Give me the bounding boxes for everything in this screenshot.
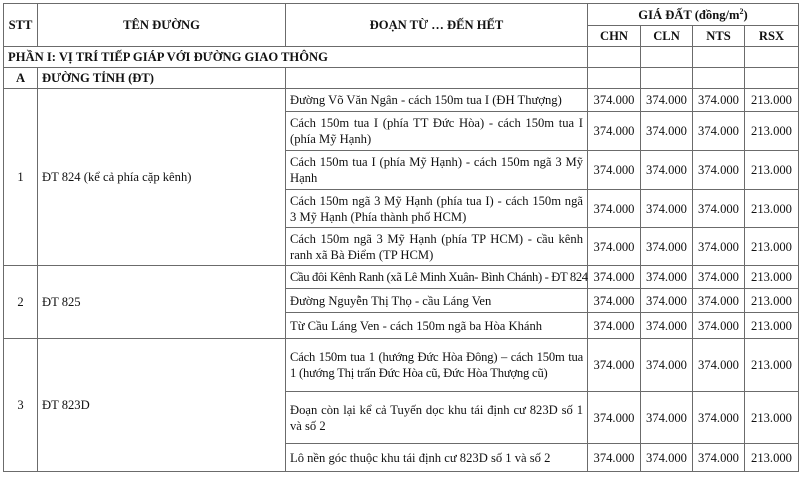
group-row	[4, 68, 799, 89]
header-gia-dat-sup: 2	[739, 6, 744, 16]
header-gia-dat-end: )	[743, 7, 748, 22]
group-code: A	[4, 68, 38, 89]
price-rsx: 213.000	[745, 339, 799, 392]
segment-text: Cách 150m ngã 3 Mỹ Hạnh (phía TP HCM) - cầu kênh ranh xã Bà Điểm (TP HCM)	[286, 228, 588, 266]
price-rsx: 213.000	[745, 112, 799, 151]
price-cln: 374.000	[641, 266, 693, 289]
empty-cell	[693, 47, 745, 68]
empty-cell	[693, 68, 745, 89]
price-chn: 374.000	[588, 392, 641, 444]
section-title: PHẦN I: VỊ TRÍ TIẾP GIÁP VỚI ĐƯỜNG GIAO THÔNG	[4, 47, 588, 68]
empty-cell	[588, 47, 641, 68]
segment-text: Cách 150m ngã 3 Mỹ Hạnh (phía tua I) - cách 150m ngã 3 Mỹ Hạnh (Phía thành phố HCM)	[286, 190, 588, 228]
group-name: ĐƯỜNG TỈNH (ĐT)	[38, 68, 286, 89]
header-rsx: RSX	[745, 26, 799, 47]
price-rsx: 213.000	[745, 228, 799, 266]
price-nts: 374.000	[693, 112, 745, 151]
segment-text: Đường Nguyễn Thị Thọ - cầu Láng Ven	[286, 289, 588, 313]
price-cln: 374.000	[641, 444, 693, 472]
price-cln: 374.000	[641, 392, 693, 444]
price-nts: 374.000	[693, 313, 745, 339]
table-row	[4, 89, 799, 112]
road-name: ĐT 823D	[38, 339, 286, 472]
road-name: ĐT 825	[38, 266, 286, 339]
price-chn: 374.000	[588, 339, 641, 392]
price-rsx: 213.000	[745, 266, 799, 289]
road-stt: 3	[4, 339, 38, 472]
price-chn: 374.000	[588, 444, 641, 472]
price-chn: 374.000	[588, 266, 641, 289]
price-rsx: 213.000	[745, 190, 799, 228]
empty-cell	[588, 68, 641, 89]
price-cln: 374.000	[641, 339, 693, 392]
price-nts: 374.000	[693, 266, 745, 289]
land-price-table	[3, 3, 799, 472]
price-cln: 374.000	[641, 151, 693, 190]
price-nts: 374.000	[693, 392, 745, 444]
price-cln: 374.000	[641, 89, 693, 112]
price-cln: 374.000	[641, 112, 693, 151]
price-nts: 374.000	[693, 444, 745, 472]
segment-text: Đường Võ Văn Ngân - cách 150m tua I (ĐH Thượng)	[286, 89, 588, 112]
empty-cell	[745, 47, 799, 68]
header-chn: CHN	[588, 26, 641, 47]
table-row	[4, 339, 799, 392]
price-chn: 374.000	[588, 112, 641, 151]
header-ten-duong: TÊN ĐƯỜNG	[38, 4, 286, 47]
price-nts: 374.000	[693, 190, 745, 228]
road-stt: 1	[4, 89, 38, 266]
price-chn: 374.000	[588, 151, 641, 190]
empty-cell	[641, 68, 693, 89]
price-rsx: 213.000	[745, 151, 799, 190]
empty-cell	[641, 47, 693, 68]
price-rsx: 213.000	[745, 444, 799, 472]
price-rsx: 213.000	[745, 89, 799, 112]
price-nts: 374.000	[693, 151, 745, 190]
road-name: ĐT 824 (kể cả phía cặp kênh)	[38, 89, 286, 266]
price-cln: 374.000	[641, 313, 693, 339]
segment-text: Từ Cầu Láng Ven - cách 150m ngã ba Hòa Khánh	[286, 313, 588, 339]
price-nts: 374.000	[693, 289, 745, 313]
empty-cell	[745, 68, 799, 89]
table-row	[4, 266, 799, 289]
header-row-1	[4, 4, 799, 26]
header-gia-dat-label: GIÁ ĐẤT (đồng/m	[638, 7, 740, 22]
segment-text: Cách 150m tua I (phía Mỹ Hạnh) - cách 150m ngã 3 Mỹ Hạnh	[286, 151, 588, 190]
header-stt: STT	[4, 4, 38, 47]
price-cln: 374.000	[641, 190, 693, 228]
header-nts: NTS	[693, 26, 745, 47]
price-rsx: 213.000	[745, 313, 799, 339]
price-nts: 374.000	[693, 89, 745, 112]
price-cln: 374.000	[641, 228, 693, 266]
price-chn: 374.000	[588, 190, 641, 228]
segment-text: Cách 150m tua I (phía TT Đức Hòa) - cách 150m tua I (phía Mỹ Hạnh)	[286, 112, 588, 151]
segment-text: Đoạn còn lại kể cả Tuyến dọc khu tái định cư 823D số 1 và số 2	[286, 392, 588, 444]
empty-cell	[286, 68, 588, 89]
price-chn: 374.000	[588, 289, 641, 313]
header-doan: ĐOẠN TỪ … ĐẾN HẾT	[286, 4, 588, 47]
header-cln: CLN	[641, 26, 693, 47]
segment-text: Lô nền góc thuộc khu tái định cư 823D số 1 và số 2	[286, 444, 588, 472]
price-cln: 374.000	[641, 289, 693, 313]
header-gia-dat	[588, 4, 799, 26]
price-nts: 374.000	[693, 228, 745, 266]
price-chn: 374.000	[588, 228, 641, 266]
price-nts: 374.000	[693, 339, 745, 392]
road-stt: 2	[4, 266, 38, 339]
segment-text: Cầu đôi Kênh Ranh (xã Lê Minh Xuân- Bình Chánh) - ĐT 824	[286, 266, 588, 289]
section-row	[4, 47, 799, 68]
price-chn: 374.000	[588, 313, 641, 339]
segment-text: Cách 150m tua 1 (hướng Đức Hòa Đông) – cách 150m tua 1 (hướng Thị trấn Đức Hòa cũ, Đức Hòa Thượng cũ)	[286, 339, 588, 392]
price-chn: 374.000	[588, 89, 641, 112]
price-rsx: 213.000	[745, 289, 799, 313]
price-rsx: 213.000	[745, 392, 799, 444]
